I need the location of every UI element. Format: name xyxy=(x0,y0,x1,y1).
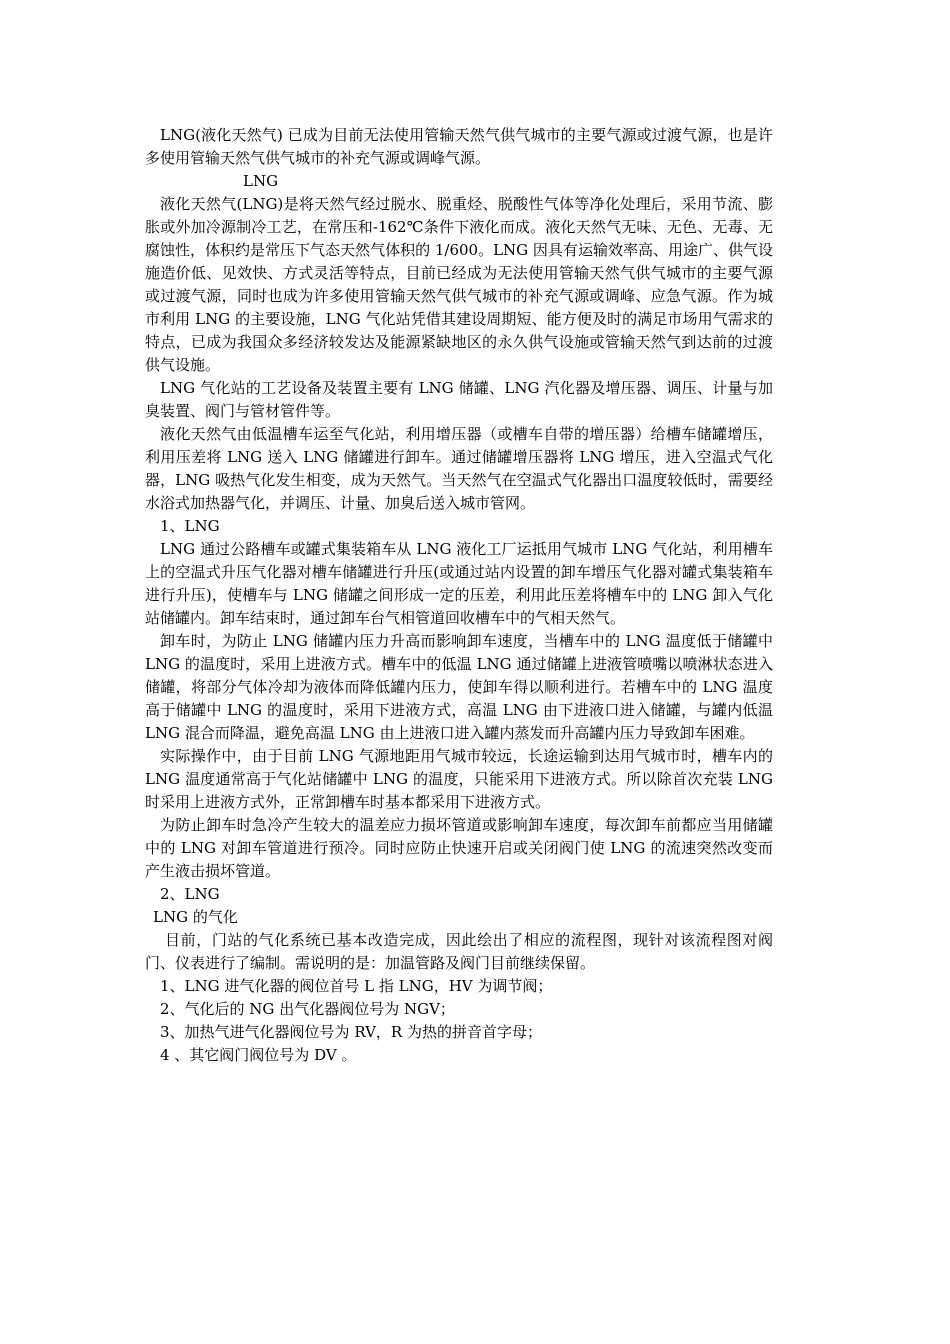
list-item-3: 3、加热气进气化器阀位号为 RV，R 为热的拼音首字母； xyxy=(160,1023,542,1041)
list-item-4: 4 、其它阀门阀位号为 DV 。 xyxy=(160,1046,357,1064)
list-item-2: 2、气化后的 NG 出气化器阀位号为 NGV； xyxy=(160,1000,455,1018)
section-heading-lng: LNG xyxy=(243,172,279,190)
equipment-paragraph: LNG 气化站的工艺设备及装置主要有 LNG 储罐、LNG 汽化器及增压器、调压、计量与加臭装置、阀门与管材管件等。 xyxy=(145,379,773,420)
lng-definition-paragraph: 液化天然气(LNG)是将天然气经过脱水、脱重烃、脱酸性气体等净化处理后，采用节流、膨胀或外加冷源制冷工艺，在常压和-162℃条件下液化而成。液化天然气无味、无色、无毒、无腐蚀性，体积约是常压下气态天然气体积的 1/600。LNG 因具有运输效率高、用途广、供气设施造价低、见效快、方式灵活等特点，目前已经成为无法使用管输天然气供气城市的主要气源或过渡气源，同时也成为许多使用管输天然气供气城市的补充气源或调峰、应急气源。作为城市利用 LNG 的主要设施，LNG 气化站凭借其建设周期短、能方便及时的满足市场用气需求的特点，已成为我国众多经济较发达及能源紧缺地区的永久供气设施或管输天然气到达前的过渡供气设施。 xyxy=(145,195,773,374)
list-item-1: 1、LNG 进气化器的阀位首号 L 指 LNG，HV 为调节阀； xyxy=(160,977,553,995)
section-heading-1: 1、LNG xyxy=(160,517,220,535)
unloading-paragraph: LNG 通过公路槽车或罐式集装箱车从 LNG 液化工厂运抵用气城市 LNG 气化站，利用槽车上的空温式升压气化器对槽车储罐进行升压(或通过站内设置的卸车增压气化器对罐式集装箱车进行升压)，使槽车与 LNG 储罐之间形成一定的压差，利用此压差将槽车中的 LNG 卸入气化站储罐内。卸车结束时，通过卸车台气相管道回收槽车中的气相天然气。 xyxy=(145,540,773,627)
precool-paragraph: 为防止卸车时急冷产生较大的温差应力损坏管道或影响卸车速度，每次卸车前都应当用储罐中的 LNG 对卸车管道进行预冷。同时应防止快速开启或关闭阀门使 LNG 的流速突然改变而产生液击损坏管道。 xyxy=(145,816,773,880)
unloading-method-paragraph: 卸车时，为防止 LNG 储罐内压力升高而影响卸车速度，当槽车中的 LNG 温度低于储罐中 LNG 的温度时，采用上进液方式。槽车中的低温 LNG 通过储罐上进液管喷嘴以喷淋状态进入储罐，将部分气体冷却为液体而降低罐内压力，使卸车得以顺利进行。若槽车中的 LNG 温度高于储罐中 LNG 的温度时，采用下进液方式，高温 LNG 由下进液口进入储罐，与罐内低温 LNG 混合而降温，避免高温 LNG 由上进液口进入罐内蒸发而升高罐内压力导致卸车困难。 xyxy=(145,632,773,742)
subsection-heading-gasification: LNG 的气化 xyxy=(153,908,238,926)
section-heading-2: 2、LNG xyxy=(160,885,220,903)
practice-paragraph: 实际操作中，由于目前 LNG 气源地距用气城市较远，长途运输到达用气城市时，槽车内的 LNG 温度通常高于气化站储罐中 LNG 的温度，只能采用下进液方式。所以除首次充装 LNG 时采用上进液方式外，正常卸槽车时基本都采用下进液方式。 xyxy=(145,747,773,811)
process-paragraph: 液化天然气由低温槽车运至气化站，利用增压器（或槽车自带的增压器）给槽车储罐增压，利用压差将 LNG 送入 LNG 储罐进行卸车。通过储罐增压器将 LNG 增压，进入空温式气化器，LNG 吸热气化发生相变，成为天然气。当天然气在空温式气化器出口温度较低时，需要经水浴式加热器气化，并调压、计量、加臭后送入城市管网。 xyxy=(145,425,773,512)
gate-station-paragraph: 目前，门站的气化系统已基本改造完成，因此绘出了相应的流程图，现针对该流程图对阀门、仪表进行了编制。需说明的是：加温管路及阀门目前继续保留。 xyxy=(145,931,773,972)
intro-paragraph: LNG(液化天然气) 已成为目前无法使用管输天然气供气城市的主要气源或过渡气源，也是许多使用管输天然气供气城市的补充气源或调峰气源。 xyxy=(145,126,773,167)
document-page xyxy=(145,124,773,1067)
